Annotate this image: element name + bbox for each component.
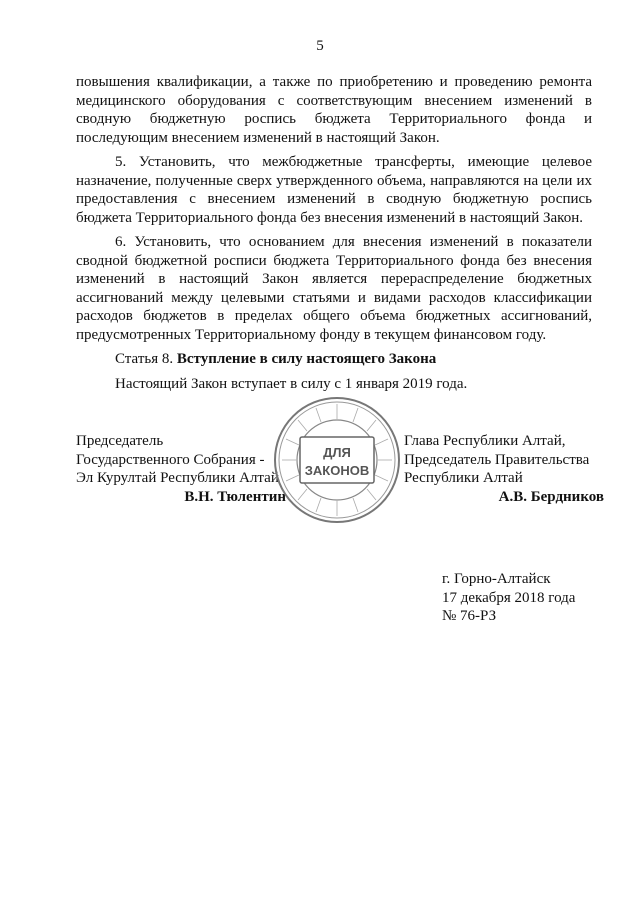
document-footer bbox=[442, 570, 575, 626]
document-body bbox=[76, 73, 592, 399]
law-number: № 76-РЗ bbox=[442, 608, 497, 624]
signature-block-right bbox=[404, 432, 604, 506]
article-title: Вступление в силу настоящего Закона bbox=[176, 351, 437, 367]
signature-block-left bbox=[76, 432, 286, 506]
signatory-name: В.Н. Тюлентин bbox=[184, 488, 286, 505]
paragraph-continuation: повышения квалификации, а также по приобретению и проведению ремонта медицинского оборудования с соответствующим внесением изменений в сводную бюджетную роспись бюджета Территориального фонда и последующим внесением изменений в настоящий Закон. bbox=[76, 74, 592, 146]
paragraph-5: 5. Установить, что межбюджетные трансферты, имеющие целевое назначение, полученные сверх утвержденного объема, направляются на цели их предоставления с внесением изменений в сводную бюджетную роспись бюджета Территориального фонда без внесения изменений в настоящий Закон. bbox=[76, 154, 592, 226]
signatory-title-line2: Государственного Собрания - bbox=[76, 451, 265, 468]
signatory-title-line3: Эл Курултай Республики Алтай bbox=[76, 470, 279, 486]
date: 17 декабря 2018 года bbox=[442, 589, 576, 606]
page-number: 5 bbox=[316, 38, 324, 54]
signatory-title-line3: Республики Алтай bbox=[404, 470, 523, 486]
signatory-title-line1: Глава Республики Алтай, bbox=[404, 433, 566, 449]
signatory-title-line1: Председатель bbox=[76, 433, 164, 449]
signatory-name: А.В. Бердников bbox=[498, 488, 604, 505]
city: г. Горно-Алтайск bbox=[442, 571, 551, 587]
stamp-text-line1: ДЛЯ bbox=[323, 445, 351, 460]
paragraph-6: 6. Установить, что основанием для внесения изменений в показатели сводной бюджетной росписи бюджета Территориального фонда без внесения изменений в настоящий Закон является перераспределение бюджетных ассигнований между целевыми статьями и видами расходов классификации расходов бюджетов в пределах общего объема бюджетных ассигнований, предусмотренных Территориальному фонду в текущем финансовом году. bbox=[76, 234, 592, 343]
article-heading bbox=[76, 350, 592, 369]
signatory-title-line2: Председатель Правительства bbox=[404, 451, 590, 468]
article-prefix: Статья 8. bbox=[115, 351, 174, 367]
stamp-text-line2: ЗАКОНОВ bbox=[304, 463, 370, 478]
article-text: Настоящий Закон вступает в силу с 1 января 2019 года. bbox=[115, 375, 468, 392]
official-stamp bbox=[272, 395, 402, 525]
